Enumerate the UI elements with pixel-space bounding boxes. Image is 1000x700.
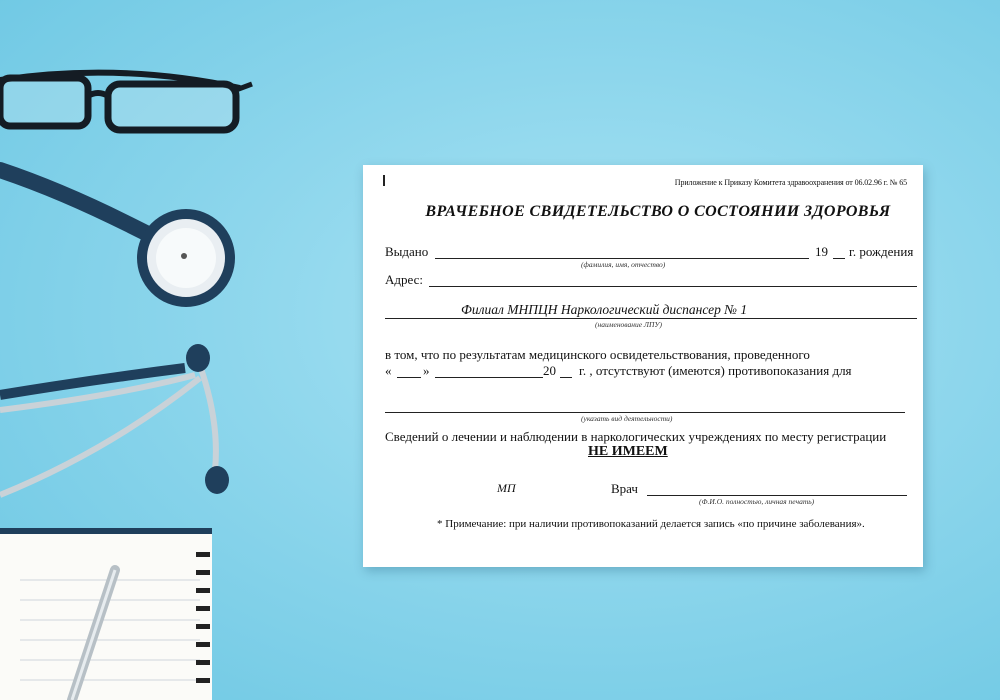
doctor-caption: (Ф.И.О. полностью, личная печать) bbox=[699, 497, 815, 506]
institution-line bbox=[385, 318, 917, 319]
corner-mark bbox=[383, 175, 385, 186]
header-note: Приложение к Приказу Комитета здравоохранения от 06.02.96 г. № 65 bbox=[674, 178, 907, 187]
month-line bbox=[435, 377, 543, 378]
doctor-signature-line bbox=[647, 495, 907, 496]
quote-close: » bbox=[423, 363, 430, 378]
health-certificate-document bbox=[363, 165, 923, 567]
address-label: Адрес: bbox=[385, 272, 423, 287]
doctor-label: Врач bbox=[611, 481, 638, 496]
institution-name: Филиал МНПЦН Наркологический диспансер № 1 bbox=[461, 302, 748, 317]
activity-caption: (указать вид деятельности) bbox=[581, 414, 673, 423]
name-caption: (фамилия, имя, отчество) bbox=[581, 260, 666, 269]
glasses-icon bbox=[0, 73, 252, 130]
document-title: ВРАЧЕБНОЕ СВИДЕТЕЛЬСТВО О СОСТОЯНИИ ЗДОРОВЬЯ bbox=[425, 203, 891, 220]
body-line-2-tail: г. , отсутствуют (имеются) противопоказания для bbox=[579, 363, 852, 378]
year-line bbox=[833, 258, 845, 259]
activity-line bbox=[385, 412, 905, 413]
not-have-statement: НЕ ИМЕЕМ bbox=[588, 444, 668, 459]
records-text: Сведений о лечении и наблюдении в наркологических учреждениях по месту регистрации bbox=[385, 429, 887, 444]
issued-label: Выдано bbox=[385, 244, 429, 259]
institution-caption: (наименование ЛПУ) bbox=[595, 320, 662, 329]
body-line-1: в том, что по результатам медицинского освидетельствования, проведенного bbox=[385, 347, 810, 362]
birth-suffix: г. рождения bbox=[849, 244, 914, 259]
year20-line bbox=[560, 377, 572, 378]
year-prefix: 19 bbox=[815, 244, 828, 259]
stethoscope-icon bbox=[0, 170, 230, 495]
name-line bbox=[435, 258, 809, 259]
notebook-icon bbox=[0, 528, 212, 700]
address-line bbox=[429, 286, 917, 287]
stamp-label: МП bbox=[497, 481, 516, 495]
quote-open: « bbox=[385, 363, 392, 378]
day-line bbox=[397, 377, 421, 378]
footnote: * Примечание: при наличии противопоказаний делается запись «по причине заболевания». bbox=[437, 518, 865, 530]
year-20: 20 bbox=[543, 363, 556, 378]
